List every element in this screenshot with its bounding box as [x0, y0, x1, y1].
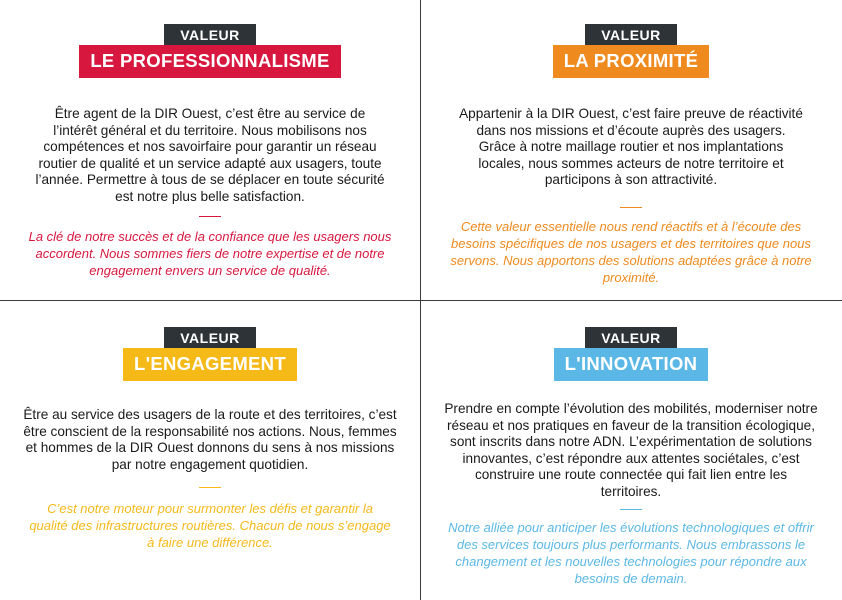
value-tag: VALEUR: [164, 24, 256, 47]
value-quote: Notre alliée pour anticiper les évolutions technologiques et offrir des services toujours plus performants. Nous embrassons le changement et les nouvelles technologies pour répondre aux besoins de demain.: [448, 520, 814, 586]
accent-rule: [199, 216, 221, 217]
value-description: Être agent de la DIR Ouest, c’est être au service de l’intérêt général et du territoire. Nous mobilisons nos compétences et nos savoirfaire pour garantir un réseau routier de qualité et un service adapté aux usagers, toute l’année. Permettre à tous de se déplacer en toute sécurité est notre plus belle satisfaction.: [35, 106, 385, 204]
value-quote: Cette valeur essentielle nous rend réactifs et à l’écoute des besoins spécifiques de nos usagers et des territoires que nous servons. Nous apportons des solutions adaptées grâce à notre proximité.: [450, 218, 812, 285]
horizontal-divider: [0, 300, 842, 301]
value-panel-professionnalisme: [10, 24, 410, 279]
value-title: LA PROXIMITÉ: [553, 45, 709, 78]
value-tag: VALEUR: [585, 327, 677, 350]
value-description: Être au service des usagers de la route et des territoires, c’est être conscient de la responsabilité nos actions. Nous, femmes et hommes de la DIR Ouest donnons du sens à nos missions par notre engagement quotidien.: [23, 407, 397, 472]
value-description: Appartenir à la DIR Ouest, c’est faire preuve de réactivité dans nos missions et d’écoute auprès des usagers. Grâce à notre maillage routier et nos implantations locales, nous sommes acteurs de notre territoire et participons à son attractivité.: [459, 106, 803, 187]
value-description: Prendre en compte l’évolution des mobilités, moderniser notre réseau et nos pratiques en faveur de la transition écologique, sont inscrits dans notre ADN. L’expérimentation de solutions innovantes, c’est répondre aux attentes sociétales, c’est construire une route connectée qui fait lien entre les territoires.: [444, 401, 818, 499]
value-title: L'INNOVATION: [554, 348, 709, 381]
accent-rule: [620, 207, 642, 208]
value-quote: C’est notre moteur pour surmonter les défis et garantir la qualité des infrastructures routières. Chacun de nous s’engage à faire une différence.: [29, 501, 391, 550]
value-quote: La clé de notre succès et de la confiance que les usagers nous accordent. Nous sommes fiers de notre expertise et de notre engagement envers un service de qualité.: [28, 229, 392, 278]
value-panel-engagement: [10, 327, 410, 551]
value-tag: VALEUR: [164, 327, 256, 350]
value-title: LE PROFESSIONNALISME: [79, 45, 340, 78]
value-panel-innovation: [431, 327, 831, 587]
value-panel-proximite: [431, 24, 831, 286]
accent-rule: [620, 509, 642, 510]
accent-rule: [199, 487, 221, 488]
value-tag: VALEUR: [585, 24, 677, 47]
value-title: L'ENGAGEMENT: [123, 348, 297, 381]
